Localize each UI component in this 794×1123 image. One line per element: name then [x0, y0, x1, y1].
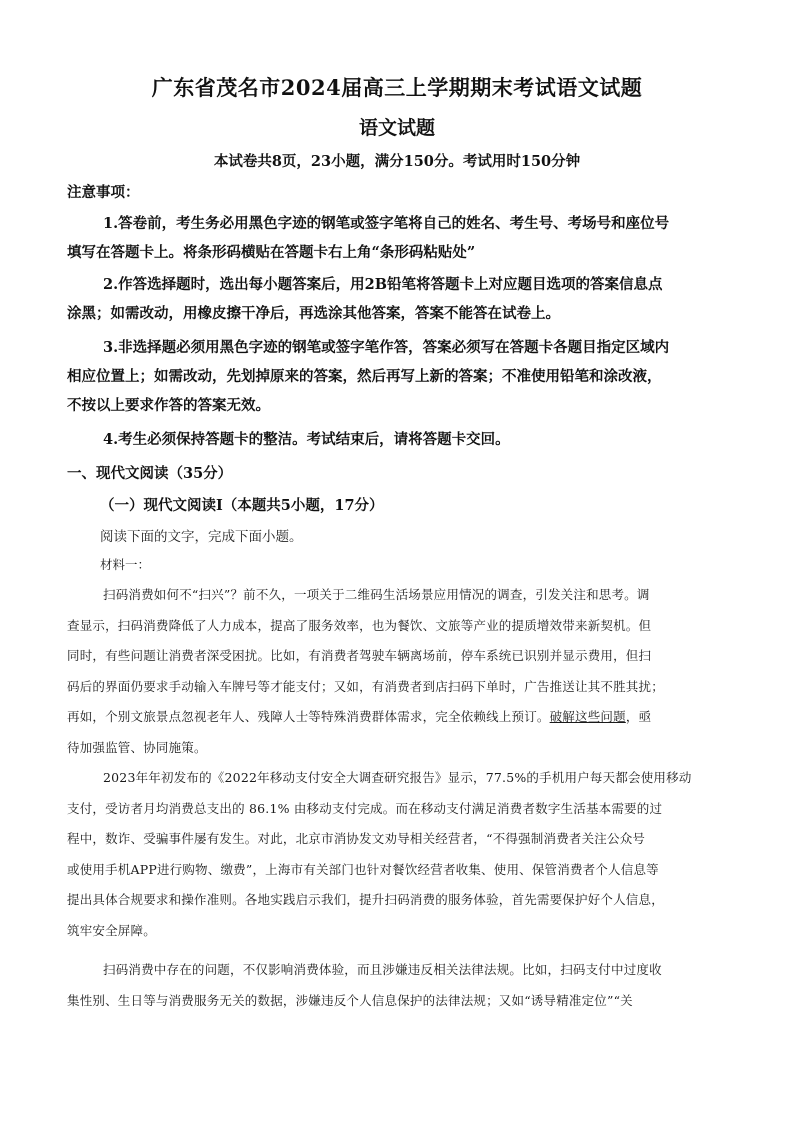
- text-line: [67, 702, 729, 733]
- text-line: 筑牢安全屏障。: [67, 922, 156, 938]
- notice-line: 1.答卷前，考生务必用黑色字迹的钢笔或签字笔将自己的姓名、考生号、考场号和座位号: [103, 215, 670, 232]
- paragraph-3: [67, 955, 729, 1016]
- material-label: 材料一：: [100, 557, 151, 572]
- section-title: 一、现代文阅读（35分）: [67, 465, 233, 482]
- paragraph-2: [67, 763, 729, 946]
- notice-item-3: [67, 333, 729, 420]
- text-line: 待加强监管、协同施策。: [67, 739, 207, 755]
- text-line: 支付，受访者月均消费总支出的 86.1% 由移动支付完成。而在移动支付满足消费者数字生活基本需要的过: [67, 800, 663, 816]
- underlined-phrase: 破解这些问题: [549, 709, 626, 724]
- text-line: 提出具体合规要求和操作准则。各地实践启示我们，提升扫码消费的服务体验，首先需要保护好个人信息，: [67, 892, 664, 907]
- text-segment: 再如，个别文旅景点忽视老年人、残障人士等特殊消费群体需求，完全依赖线上预订。: [67, 709, 550, 724]
- subsection-title: （一）现代文阅读Ⅰ（本题共5小题，17分）: [100, 497, 384, 514]
- notice-line: 相应位置上；如需改动，先划掉原来的答案，然后再写上新的答案；不准使用铅笔和涂改液，: [67, 368, 662, 385]
- text-line: 扫码消费中存在的问题，不仅影响消费体验，而且涉嫌违反相关法律法规。比如，扫码支付中过度收: [103, 962, 662, 977]
- paragraph-1: [67, 580, 729, 763]
- notice-item-1: [67, 209, 729, 267]
- notice-item-2: [67, 270, 729, 328]
- exam-title: 广东省茂名市2024届高三上学期期末考试语文试题: [151, 75, 643, 100]
- notice-line: 不按以上要求作答的答案无效。: [67, 397, 270, 414]
- text-line: 2023年年初发布的《2022年移动支付安全大调查研究报告》显示，77.5%的手机用户每天都会使用移动: [103, 770, 692, 785]
- text-line: 查显示，扫码消费降低了人力成本，提高了服务效率，也为餐饮、文旅等产业的提质增效带来新契机。但: [67, 617, 652, 633]
- text-line: 或使用手机APP进行购物、缴费”，上海市有关部门也针对餐饮经营者收集、使用、保管消费者个人信息等: [67, 861, 659, 877]
- exam-info: 本试卷共8页，23小题，满分150分。考试用时150分钟: [213, 153, 581, 170]
- reading-instruction: 阅读下面的文字，完成下面小题。: [100, 529, 303, 545]
- text-line: 程中，数诈、受骗事件屡有发生。对此，北京市消协发文劝导相关经营者，“不得强制消费者关注公众号: [67, 831, 646, 846]
- text-line: 扫码消费如何不“扫兴”？前不久，一项关于二维码生活场景应用情况的调查，引发关注和思考。调: [103, 587, 650, 602]
- notice-line: 填写在答题卡上。将条形码横贴在答题卡右上角“条形码粘贴处”: [67, 244, 476, 261]
- notice-line: 3.非选择题必须用黑色字迹的钢笔或签字笔作答，答案必须写在答题卡各题目指定区域内: [103, 339, 670, 356]
- notice-heading: 注意事项：: [67, 184, 140, 201]
- text-segment: ，亟: [625, 709, 652, 724]
- text-line: 集性别、生日等与消费服务无关的数据，涉嫌违反个人信息保护的法律法规；又如“诱导精准定位”“关: [67, 992, 633, 1008]
- notice-line: 4.考生必须保持答题卡的整洁。考试结束后，请将答题卡交回。: [103, 431, 510, 448]
- exam-subtitle: 语文试题: [358, 117, 435, 139]
- text-line: 码后的界面仍要求手动输入车牌号等才能支付；又如，有消费者到店扫码下单时，广告推送让其不胜其扰；: [67, 678, 664, 694]
- text-line: 同时，有些问题让消费者深受困扰。比如，有消费者驾驶车辆离场前，停车系统已识别并显示费用，但扫: [67, 648, 652, 663]
- notice-line: 2.作答选择题时，选出每小题答案后，用2B铅笔将答题卡上对应题目选项的答案信息点: [103, 276, 663, 293]
- notice-item-4: [67, 425, 729, 454]
- notice-line: 涂黑；如需改动，用橡皮擦干净后，再选涂其他答案，答案不能答在试卷上。: [67, 305, 560, 322]
